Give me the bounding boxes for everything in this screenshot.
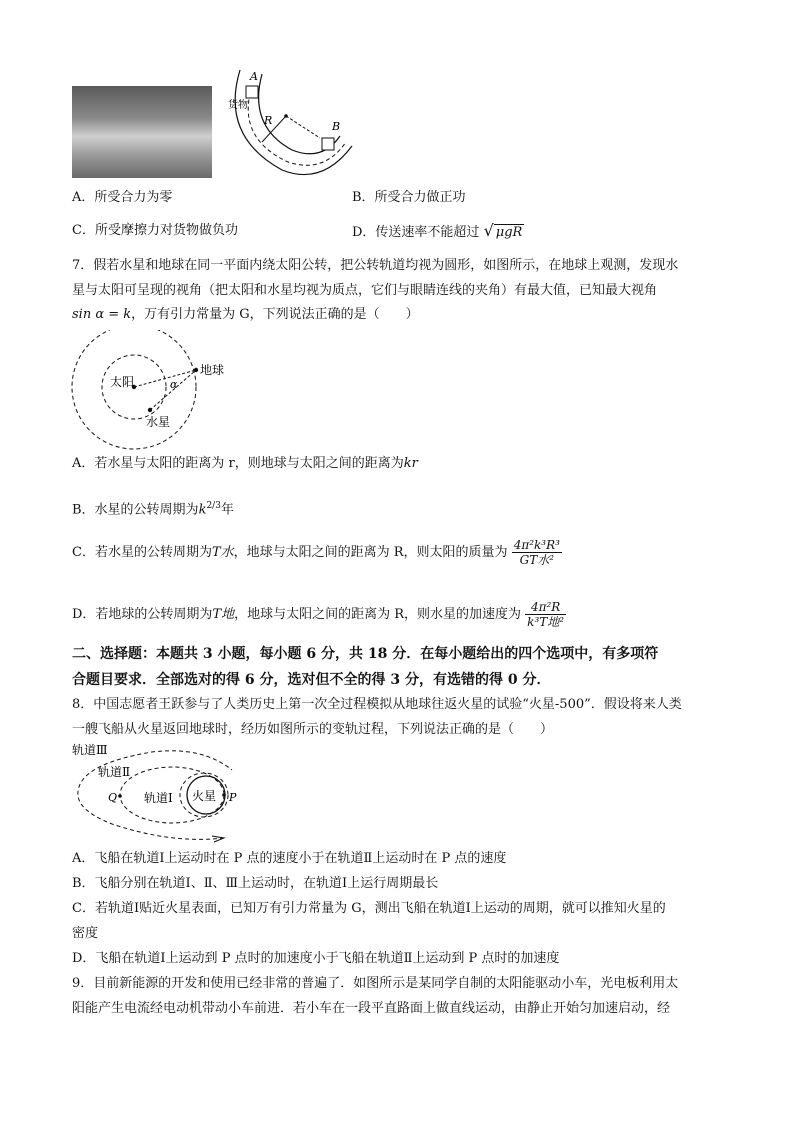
q7-option-b[interactable] xyxy=(72,496,234,520)
q7-option-a-text: A．若水星与太阳的距离为 r，则地球与太阳之间的距离为 xyxy=(72,456,404,471)
q6-option-d[interactable]: D．传送速率不能超过 √ μgR xyxy=(352,221,523,240)
q7-option-b-text: B．水星的公转周期为 xyxy=(72,502,199,518)
conveyor-photo xyxy=(72,86,212,178)
q7-option-c[interactable] xyxy=(72,538,562,567)
q7-stem-line3-text: ，万有引力常量为 G，下列说法正确的是（ ） xyxy=(131,307,419,322)
solar-orbit-diagram xyxy=(66,330,246,450)
q7-option-c-math: T水 xyxy=(211,545,234,560)
q7-option-a-math: kr xyxy=(403,456,418,471)
label-r: R xyxy=(264,114,273,127)
q8-stem-line2: 一艘飞船从火星返回地球时，经历如图所示的变轨过程，下列说法正确的是（ ） xyxy=(72,722,554,737)
q7-sin-alpha: sin α = k xyxy=(72,307,132,322)
q7-option-b-suffix: 年 xyxy=(220,502,234,518)
q7-stem-line1: 7．假若水星和地球在同一平面内绕太阳公转，把公转轨道均视为圆形，如图所示，在地球上观测，发现水 xyxy=(72,258,679,273)
q6-option-b[interactable]: B．所受合力做正功 xyxy=(352,190,466,205)
label-q: Q xyxy=(108,791,118,804)
q8-option-c-line1[interactable]: C．若轨道Ⅰ贴近火星表面，已知万有引力常量为 G，测出飞船在轨道Ⅰ上运动的周期，就可以推知火星的 xyxy=(72,901,666,916)
q7-stem-line3 xyxy=(72,305,419,325)
q8-option-b[interactable]: B．飞船分别在轨道Ⅰ、Ⅱ、Ⅲ上运动时，在轨道Ⅰ上运行周期最长 xyxy=(72,876,439,891)
q8-stem-line1: 8．中国志愿者王跃参与了人类历史上第一次全过程模拟从地球往返火星的试验“火星-500”．假设将来人类 xyxy=(72,697,682,712)
q7-option-b-math: k xyxy=(198,502,207,518)
q7-option-d[interactable] xyxy=(72,600,566,629)
q9-stem-line1: 9．目前新能源的开发和使用已经非常的普遍了．如图所示是某同学自制的太阳能驱动小车，光电板利用太 xyxy=(72,976,679,991)
label-earth: 地球 xyxy=(200,363,225,377)
q8-option-a[interactable]: A．飞船在轨道Ⅰ上运动时在 P 点的速度小于在轨道Ⅱ上运动时在 P 点的速度 xyxy=(72,851,507,866)
q7-option-d-den: k³T地² xyxy=(527,615,565,629)
q7-option-d-num: 4π²R xyxy=(525,600,566,615)
q7-option-c-fraction xyxy=(512,538,562,567)
q8-option-c-line2[interactable]: 密度 xyxy=(72,926,99,941)
label-alpha: α xyxy=(170,378,178,391)
q7-stem-line2: 星与太阳可呈现的视角（把太阳和水星均视为质点，它们与眼睛连线的夹角）有最大值，已知最大视角 xyxy=(72,283,658,298)
q7-option-d-fraction xyxy=(525,600,566,629)
section2-heading-line2: 合题目要求．全部选对的得 6 分，选对但不全的得 3 分，有选错的得 0 分． xyxy=(72,672,551,688)
q6-option-c[interactable]: C．所受摩擦力对货物做负功 xyxy=(72,223,238,238)
label-p: P xyxy=(229,791,237,804)
mars-orbit-diagram xyxy=(72,740,272,845)
q7-option-c-den: GT水² xyxy=(519,553,555,567)
q9-stem-line2: 阳能产生电流经电动机带动小车前进．若小车在一段平直路面上做直线运动，由静止开始匀加速启动，经 xyxy=(72,1001,671,1016)
q6-option-a[interactable]: A．所受合力为零 xyxy=(72,190,173,205)
q7-option-c-text: C．若水星的公转周期为 xyxy=(72,545,212,560)
label-orbit2: 轨道Ⅱ xyxy=(98,765,131,779)
conveyor-diagram xyxy=(222,66,362,186)
label-sun: 太阳 xyxy=(110,375,135,389)
label-a: A xyxy=(250,70,258,83)
label-orbit3: 轨道Ⅲ xyxy=(72,743,108,757)
q8-option-d[interactable]: D．飞船在轨道Ⅰ上运动到 P 点时的加速度小于飞船在轨道Ⅱ上运动到 P 点时的加速度 xyxy=(72,951,560,966)
label-b: B xyxy=(332,120,341,133)
q7-option-c-num: 4π²k³R³ xyxy=(513,538,560,552)
q7-option-d-text: D．若地球的公转周期为 xyxy=(72,607,213,622)
section2-heading-line1: 二、选择题：本题共 3 小题，每小题 6 分，共 18 分．在每小题给出的四个选项中，有多项符 xyxy=(72,646,659,662)
q7-option-d-math: T地 xyxy=(212,607,235,622)
label-mars: 火星 xyxy=(192,789,217,803)
label-orbit1: 轨道Ⅰ xyxy=(144,791,173,805)
q6-option-d-text: D．传送速率不能超过 xyxy=(352,225,480,240)
q7-option-d-mid: ，地球与太阳之间的距离为 R，则水星的加速度为 xyxy=(234,607,522,622)
label-mercury: 水星 xyxy=(146,415,171,429)
q6-option-d-math: μgR xyxy=(495,225,523,240)
label-cargo: 货物 xyxy=(228,100,248,111)
q7-option-b-exp: 2/3 xyxy=(206,501,221,511)
q7-option-a[interactable] xyxy=(72,454,418,474)
q7-option-c-mid: ，地球与太阳之间的距离为 R，则太阳的质量为 xyxy=(233,545,508,560)
